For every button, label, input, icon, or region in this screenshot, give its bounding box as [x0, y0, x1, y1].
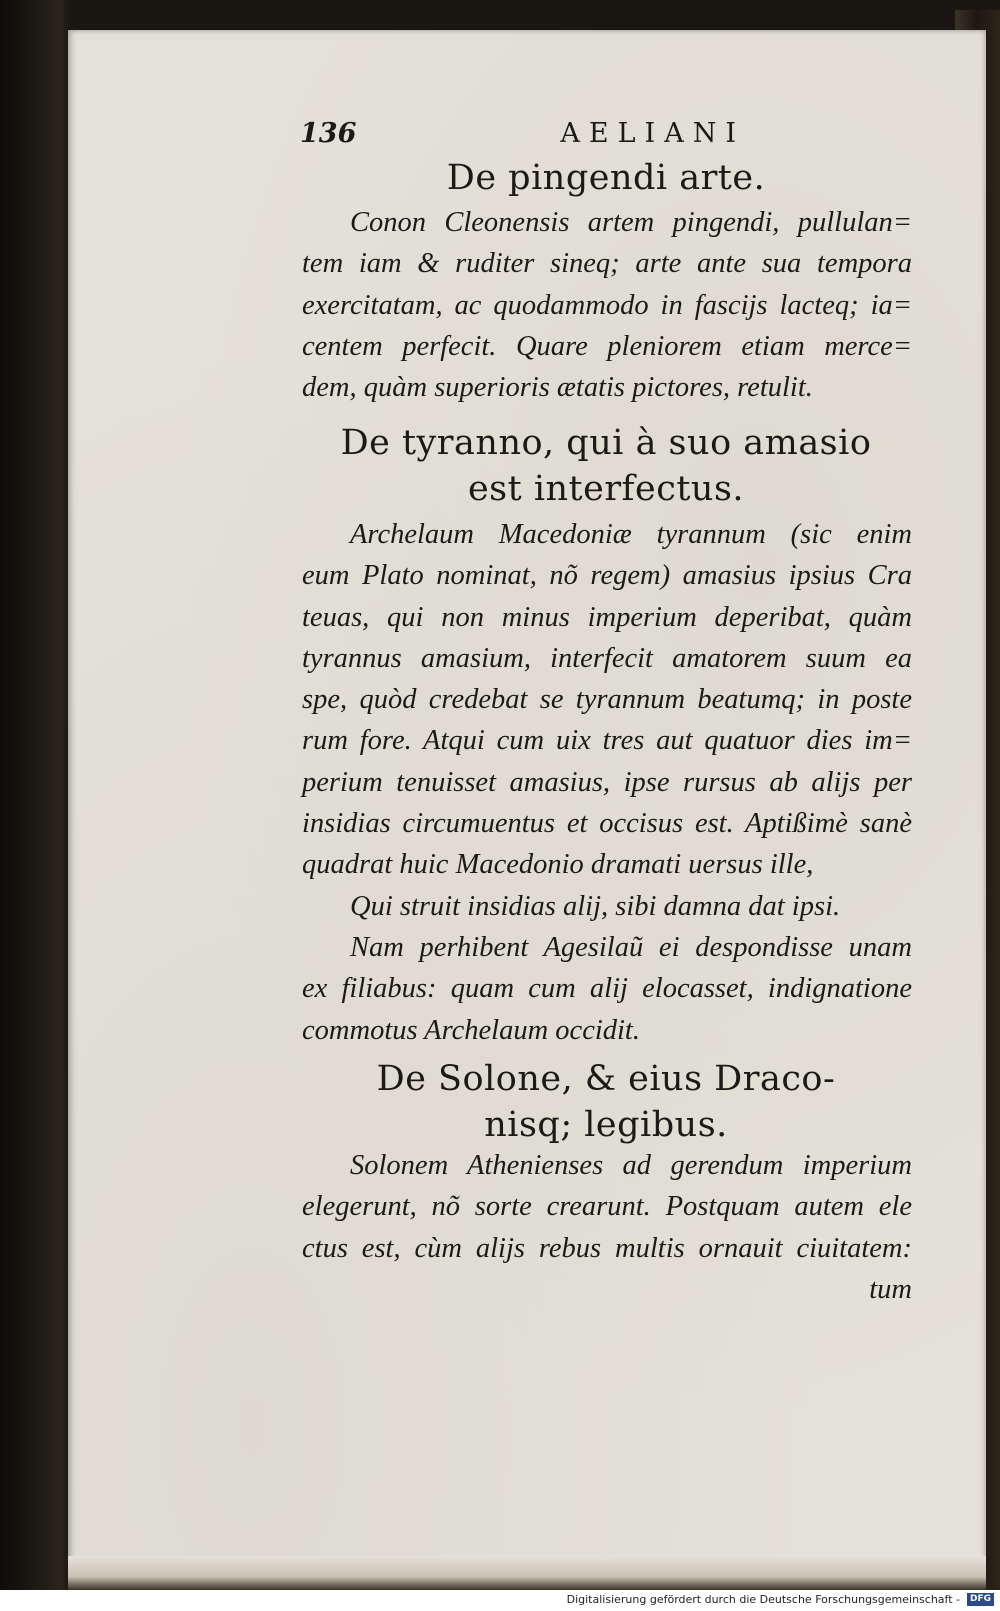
section-heading	[300, 158, 912, 198]
paragraph	[302, 202, 912, 408]
text-line: tem iam & ruditer sineq; arte ante sua tempora	[302, 248, 912, 280]
dfg-logo: DFG	[967, 1593, 994, 1606]
paragraph	[302, 1145, 912, 1310]
page-number: 136	[300, 118, 357, 149]
section-heading	[300, 420, 912, 512]
text-line: ex filiabus: quam cum alij elocasset, indignatione	[302, 973, 912, 1005]
section-heading	[300, 1056, 912, 1148]
page-header	[300, 118, 745, 158]
text-line: Solonem Athenienses ad gerendum imperium	[350, 1150, 912, 1181]
text-line: tyrannus amasium, interfecit amatorem suum ea	[302, 642, 912, 674]
text-line: Nam perhibent Agesilaũ ei despondisse unam	[350, 931, 912, 963]
verse-line: Qui struit insidias alij, sibi damna dat ipsi.	[350, 890, 841, 922]
catchword: tum	[869, 1273, 912, 1305]
text-line: commotus Archelaum occidit.	[302, 1014, 640, 1046]
text-line: teuas, qui non minus imperium deperibat, quàm	[302, 601, 912, 633]
text-line: quadrat huic Macedonio dramati uersus ille,	[302, 849, 814, 881]
text-line: dem, quàm superioris ætatis pictores, retulit.	[302, 372, 813, 404]
heading-line: nisq; legibus.	[484, 1105, 728, 1145]
heading-line: De tyranno, qui à suo amasio	[340, 423, 872, 463]
running-head: AELIANI	[560, 118, 745, 149]
text-line: perium tenuisset amasius, ipse rursus ab alijs per	[302, 766, 912, 798]
text-line: elegerunt, nõ sorte crearunt. Postquam autem ele	[302, 1191, 912, 1223]
footer-credit: Digitalisierung gefördert durch die Deutsche Forschungsgemeinschaft -	[566, 1593, 960, 1606]
text-line: rum fore. Atqui cum uix tres aut quatuor dies im=	[302, 725, 912, 757]
text-line: exercitatam, ac quodammodo in fascijs lacteq; ia=	[302, 289, 912, 321]
heading-line: De pingendi arte.	[446, 158, 766, 198]
text-line: spe, quòd credebat se tyrannum beatumq; in poste	[302, 684, 912, 716]
paragraph	[302, 514, 912, 1051]
heading-line: est interfectus.	[467, 469, 745, 509]
text-line: insidias circumuentus et occisus est. Aptißimè sanè	[302, 808, 912, 840]
page-bottom-edge	[68, 1556, 986, 1590]
text-line: Archelaum Macedoniæ tyrannum (sic enim	[350, 519, 912, 550]
text-line: centem perfecit. Quare pleniorem etiam merce=	[302, 330, 912, 362]
heading-line: De Solone, & eius Draco-	[376, 1059, 836, 1099]
text-line: ctus est, cùm alijs rebus multis ornauit ciuitatem:	[302, 1232, 912, 1264]
text-line: Conon Cleonensis artem pingendi, pullulan=	[350, 207, 912, 238]
text-line: eum Plato nominat, nõ regem) amasius ipsius Cra	[302, 560, 912, 592]
